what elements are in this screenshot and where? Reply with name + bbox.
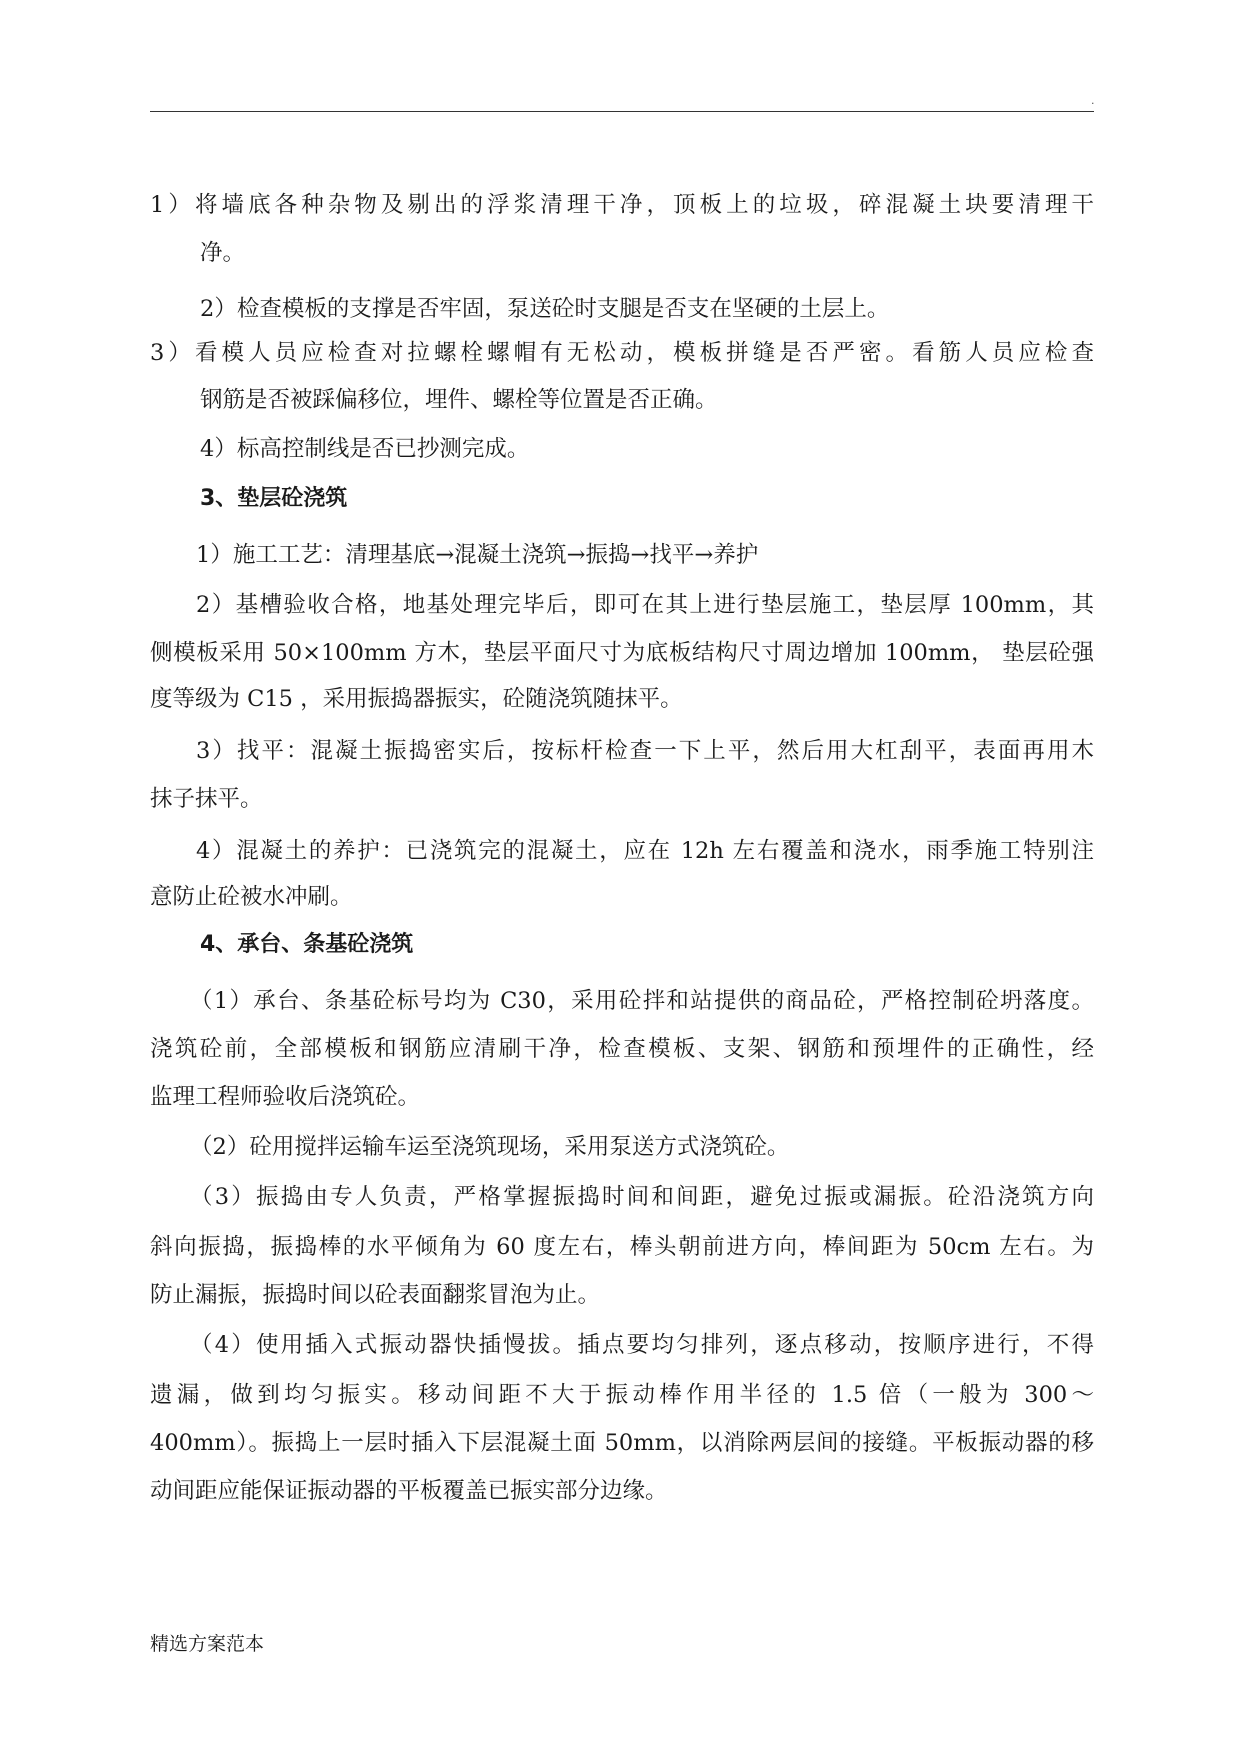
section-3-para-4-line-2: 意防止砼被水冲刷。 <box>150 884 353 910</box>
check-item-3-line-2: 钢筋是否被踩偏移位，埋件、螺栓等位置是否正确。 <box>200 387 718 413</box>
check-item-3-line-1: 3）看模人员应检查对拉螺栓螺帽有无松动，模板拼缝是否严密。看筋人员应检查 <box>150 340 1094 366</box>
section-4-para-3-line-1: （3）振捣由专人负责，严格掌握振捣时间和间距，避免过振或漏振。砼沿浇筑方向 <box>190 1184 1094 1210</box>
section-4-para-3-line-2: 斜向振捣，振捣棒的水平倾角为 60 度左右，棒头朝前进方向，棒间距为 50cm 左右。为 <box>150 1234 1094 1260</box>
section-3-para-2-line-2: 侧模板采用 50×100mm 方木，垫层平面尺寸为底板结构尺寸周边增加 100mm， 垫层砼强 <box>150 640 1094 666</box>
section-4-para-4-line-4: 动间距应能保证振动器的平板覆盖已振实部分边缘。 <box>150 1478 668 1504</box>
section-4-heading: 4、承台、条基砼浇筑 <box>200 932 414 957</box>
check-item-1-line-1: 1）将墙底各种杂物及剔出的浮浆清理干净，顶板上的垃圾，碎混凝土块要清理干 <box>150 192 1094 218</box>
section-4-para-4-line-3: 400mm）。振捣上一层时插入下层混凝土面 50mm，以消除两层间的接缝。平板振动器的移 <box>150 1430 1094 1456</box>
section-4-para-2: （2）砼用搅拌运输车运至浇筑现场，采用泵送方式浇筑砼。 <box>190 1134 790 1160</box>
section-3-para-3-line-1: 3）找平：混凝土振捣密实后，按标杆检查一下上平，然后用大杠刮平，表面再用木 <box>196 738 1094 764</box>
section-4-para-1-line-1: （1）承台、条基砼标号均为 C30，采用砼拌和站提供的商品砼，严格控制砼坍落度。 <box>190 988 1094 1014</box>
section-4-para-4-line-1: （4）使用插入式振动器快插慢拔。插点要均匀排列，逐点移动，按顺序进行，不得 <box>190 1332 1094 1358</box>
header-rule <box>150 111 1094 112</box>
section-4-para-3-line-3: 防止漏振，振捣时间以砼表面翻浆冒泡为止。 <box>150 1282 601 1308</box>
check-item-1-line-2: 净。 <box>200 240 246 266</box>
section-3-para-3-line-2: 抹子抹平。 <box>150 786 263 812</box>
check-item-4: 4）标高控制线是否已抄测完成。 <box>200 436 530 462</box>
section-3-para-2-line-1: 2）基槽验收合格，地基处理完毕后，即可在其上进行垫层施工，垫层厚 100mm，其 <box>196 592 1094 618</box>
section-3-para-2-line-3: 度等级为 C15 ，采用振捣器振实，砼随浇筑随抹平。 <box>150 686 683 712</box>
section-4-para-4-line-2: 遗漏，做到均匀振实。移动间距不大于振动棒作用半径的 1.5 倍（一般为 300～ <box>150 1382 1094 1408</box>
section-3-para-4-line-1: 4）混凝土的养护：已浇筑完的混凝土，应在 12h 左右覆盖和浇水，雨季施工特别注 <box>196 838 1094 864</box>
check-item-2: 2）检查模板的支撑是否牢固，泵送砼时支腿是否支在坚硬的土层上。 <box>200 296 890 322</box>
section-4-para-1-line-3: 监理工程师验收后浇筑砼。 <box>150 1084 421 1110</box>
section-3-para-1: 1）施工工艺：清理基底→混凝土浇筑→振捣→找平→养护 <box>196 542 759 568</box>
header-mark: . <box>1091 94 1095 107</box>
section-4-para-1-line-2: 浇筑砼前，全部模板和钢筋应清刷干净，检查模板、支架、钢筋和预埋件的正确性，经 <box>150 1036 1094 1062</box>
section-3-heading: 3、垫层砼浇筑 <box>200 486 348 511</box>
page-footer: 精选方案范本 <box>150 1633 265 1655</box>
